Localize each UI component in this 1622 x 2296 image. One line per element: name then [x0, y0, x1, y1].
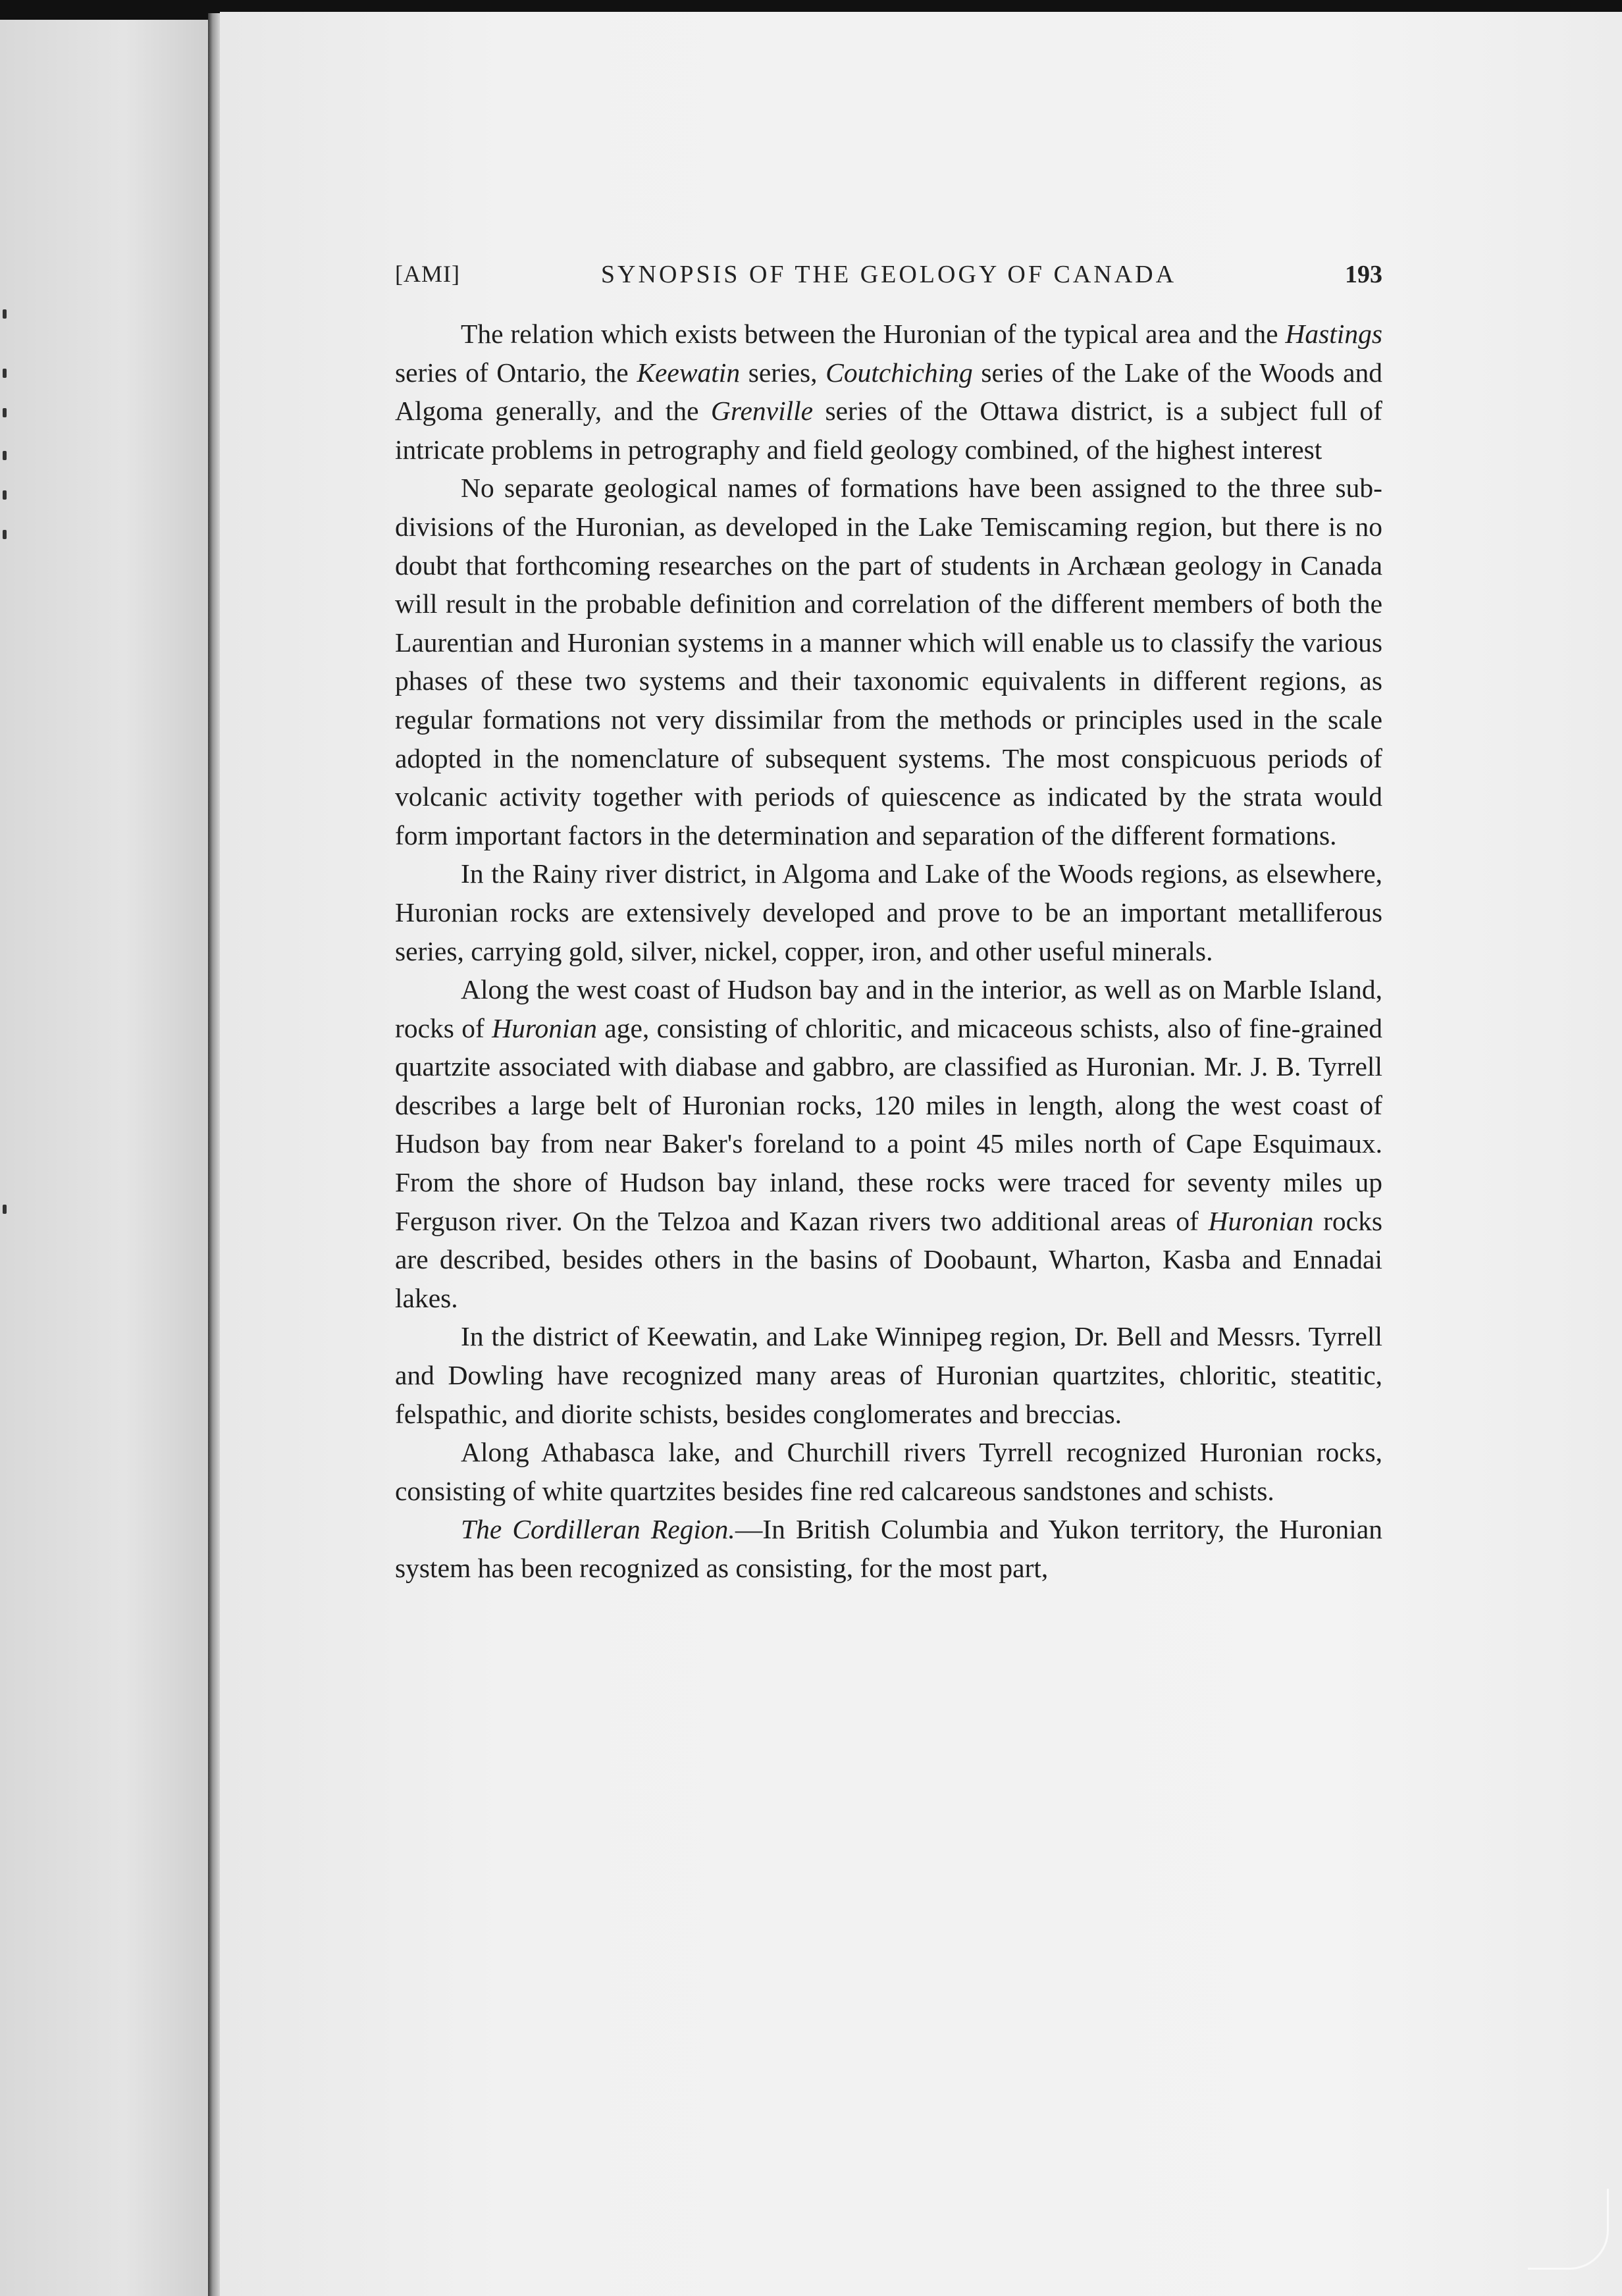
running-title: SYNOPSIS OF THE GEOLOGY OF CANADA — [600, 261, 1177, 288]
emphasis: Grenville — [710, 396, 814, 427]
body-text — [395, 315, 1382, 1588]
paragraph-keewatin: In the district of Keewatin, and Lake Winnipeg region, Dr. Bell and Messrs. Tyrrell and Dowling have recognized many areas of Huronian quartzites, chloritic, steatitic, felspathic, and diorite schists, besides conglomerates and breccias. — [395, 1321, 1382, 1429]
author-tag: [AMI] — [395, 261, 460, 287]
facing-page-margin-marks — [0, 309, 13, 1231]
emphasis: Hastings — [1285, 319, 1382, 349]
paragraph-hastings: The relation which exists between the Huronian of the typical area and the Hastings series of Ontario, the Keewatin series, Coutchiching series of the Lake of the Woods and Algoma generally, and the Grenville series of the Ottawa district, is a subject full of intricate problems in petrography and field geology combined, of the highest interest — [395, 319, 1383, 465]
paragraph-cordilleran: The Cordilleran Region.—In British Columbia and Yukon territory, the Huronian system has been recognized as consisting, for the most part, — [395, 1514, 1383, 1583]
page-number: 193 — [1345, 261, 1382, 288]
paragraph-hudson-bay: Along the west coast of Hudson bay and in the interior, as well as on Marble Island, rocks of Huronian age, consisting of chloritic, and micaceous schists, also of fine-grained quartzite associated with diabase and gabbro, are classified as Huronian. Mr. J. B. Tyrrell describes a large belt of Huronian rocks, 120 miles in length, along the west coast of Hudson bay from near Baker's foreland to a point 45 miles north of Cape Esquimaux. From the shore of Hudson bay inland, these rocks were traced for seventy miles up Ferguson river. On the Telzoa and Kazan rivers two additional areas of Huronian rocks are described, besides others in the basins of Doobaunt, Wharton, Kasba and Ennadai lakes. — [395, 974, 1383, 1313]
paragraph-rainy-river: In the Rainy river district, in Algoma and Lake of the Woods regions, as elsewhere, Huronian rocks are extensively developed and prove to be an important metalliferous series, carrying gold, silver, nickel, copper, iron, and other useful minerals. — [395, 858, 1382, 966]
section-heading: The Cordilleran Region. — [461, 1514, 735, 1545]
paragraph-athabasca: Along Athabasca lake, and Churchill rivers Tyrrell recognized Huronian rocks, consisting of white quartzites besides fine red calcareous sandstones and schists. — [395, 1437, 1382, 1506]
emphasis: Coutchiching — [825, 357, 973, 388]
page-curl-mark — [1528, 2189, 1609, 2270]
emphasis: Huronian — [492, 1012, 597, 1043]
book-gutter — [208, 13, 220, 2296]
emphasis: Huronian — [1208, 1205, 1314, 1236]
facing-page-edge — [0, 20, 208, 2296]
paragraph-subdivisions: No separate geological names of formations have been assigned to the three sub-divisions of the Huronian, as developed in the Lake Temiscaming region, but there is no doubt that forthcoming researches on the part of students in Archæan geology in Canada will result in the probable definition and correlation of the different members of both the Laurentian and Huronian systems in a manner which will enable us to classify the various phases of these two systems and their taxonomic equivalents in different regions, as regular formations not very dissimilar from the methods or principles used in the scale adopted in the nomenclature of subsequent systems. The most conspicuous periods of volcanic activity together with periods of quiescence as indicated by the strata would form important factors in the determination and separation of the different formations. — [395, 473, 1382, 850]
emphasis: Keewatin — [637, 357, 741, 388]
running-header — [395, 260, 1382, 300]
